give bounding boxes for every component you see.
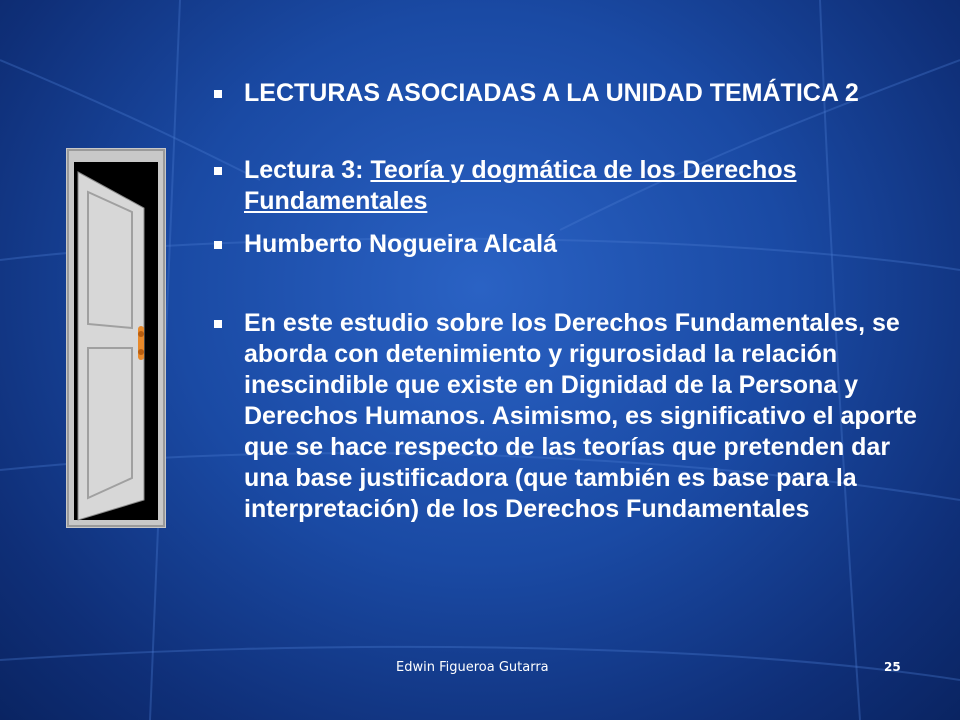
bullet-icon: [214, 320, 222, 328]
reading-row: [210, 155, 930, 217]
page-number: 25: [884, 660, 901, 674]
open-door-icon: [66, 148, 166, 528]
reading-prefix: Lectura 3:: [244, 156, 371, 184]
description-row: [210, 308, 930, 525]
bullet-icon: [214, 241, 222, 249]
heading-row: [210, 78, 930, 109]
reading-description: En este estudio sobre los Derechos Fundamentales, se aborda con detenimiento y rigurosidad la relación inescindible que existe en Dignidad de la Persona y Derechos Humanos. Asimismo, es significativo el aporte que se hace respecto de las teorías que pretenden dar una base justificadora (que también es base para la interpretación) de los Derechos Fundamentales: [244, 309, 917, 523]
slide-heading: LECTURAS ASOCIADAS A LA UNIDAD TEMÁTICA 2: [244, 79, 859, 107]
slide-content: [210, 78, 930, 525]
author-row: [210, 229, 930, 260]
reading-author: Humberto Nogueira Alcalá: [244, 230, 558, 258]
bullet-icon: [214, 90, 222, 98]
reading-title-link[interactable]: Teoría y dogmática de los Derechos Fundamentales: [244, 156, 797, 215]
footer-presenter: Edwin Figueroa Gutarra: [396, 660, 549, 675]
bullet-icon: [214, 167, 222, 175]
